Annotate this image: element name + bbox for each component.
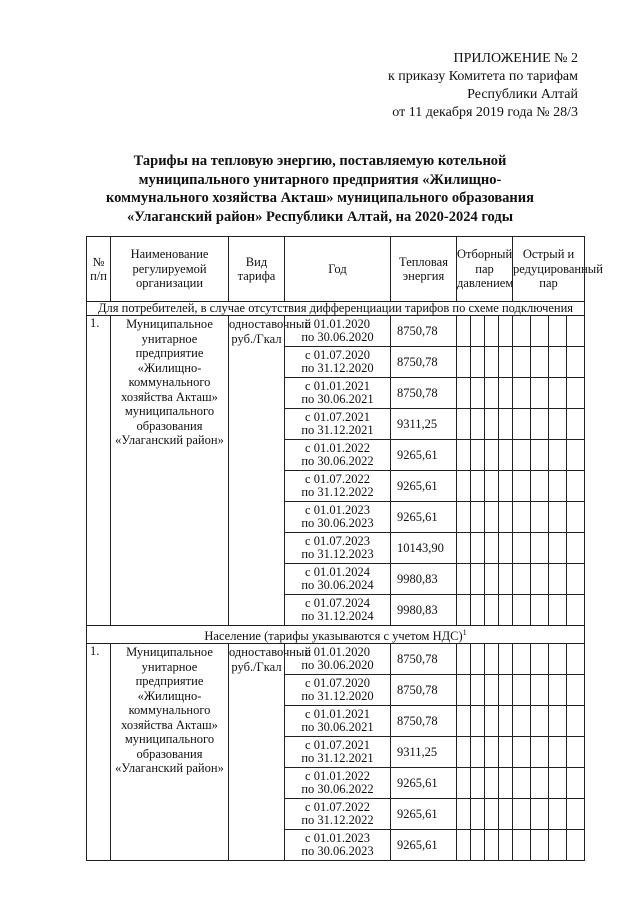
period-to: по 31.12.2022 bbox=[301, 813, 374, 828]
empty-cell bbox=[471, 378, 485, 409]
empty-cell bbox=[485, 409, 499, 440]
empty-cell bbox=[471, 768, 485, 799]
period-to: по 31.12.2024 bbox=[301, 609, 374, 623]
empty-cell bbox=[513, 502, 531, 533]
empty-cell bbox=[457, 675, 471, 706]
period-to: по 30.06.2023 bbox=[301, 516, 374, 530]
empty-cell bbox=[457, 706, 471, 737]
document-title bbox=[60, 152, 580, 226]
empty-cell bbox=[499, 644, 513, 675]
period-cell bbox=[285, 830, 391, 861]
empty-cell bbox=[457, 533, 471, 564]
period-cell bbox=[285, 737, 391, 768]
empty-cell bbox=[471, 675, 485, 706]
period-to: по 31.12.2021 bbox=[301, 751, 374, 766]
empty-cell bbox=[499, 347, 513, 378]
empty-cell bbox=[513, 471, 531, 502]
empty-cell bbox=[485, 830, 499, 861]
empty-cell bbox=[549, 675, 567, 706]
empty-cell bbox=[499, 799, 513, 830]
empty-cell bbox=[485, 502, 499, 533]
period-to: по 31.12.2021 bbox=[301, 423, 374, 437]
empty-cell bbox=[485, 440, 499, 471]
empty-cell bbox=[499, 675, 513, 706]
empty-cell bbox=[471, 409, 485, 440]
empty-cell bbox=[499, 706, 513, 737]
energy-price: 9265,61 bbox=[391, 768, 457, 799]
empty-cell bbox=[471, 737, 485, 768]
period-cell bbox=[285, 347, 391, 378]
empty-cell bbox=[549, 378, 567, 409]
header-acute: Острый и редуцированный пар bbox=[513, 237, 585, 302]
empty-cell bbox=[567, 471, 585, 502]
energy-price: 9980,83 bbox=[391, 564, 457, 595]
empty-cell bbox=[457, 378, 471, 409]
section-row bbox=[87, 626, 585, 644]
empty-cell bbox=[567, 347, 585, 378]
period-cell bbox=[285, 409, 391, 440]
period-from: с 01.01.2020 bbox=[305, 317, 370, 331]
empty-cell bbox=[457, 737, 471, 768]
empty-cell bbox=[471, 316, 485, 347]
empty-cell bbox=[471, 799, 485, 830]
empty-cell bbox=[567, 644, 585, 675]
empty-cell bbox=[499, 409, 513, 440]
section-label: Население (тарифы указываются с учетом НДС) bbox=[204, 629, 463, 644]
period-from: с 01.07.2021 bbox=[305, 738, 370, 753]
empty-cell bbox=[513, 347, 531, 378]
energy-price: 9265,61 bbox=[391, 799, 457, 830]
empty-cell bbox=[499, 378, 513, 409]
empty-cell bbox=[531, 644, 549, 675]
empty-cell bbox=[513, 378, 531, 409]
empty-cell bbox=[499, 768, 513, 799]
empty-cell bbox=[471, 564, 485, 595]
period-from: с 01.07.2022 bbox=[305, 472, 370, 486]
empty-cell bbox=[513, 706, 531, 737]
empty-cell bbox=[499, 316, 513, 347]
empty-cell bbox=[513, 440, 531, 471]
period-from: с 01.07.2020 bbox=[305, 676, 370, 691]
energy-price: 8750,78 bbox=[391, 378, 457, 409]
organization-name: Муниципальное унитарное предприятие «Жилищно-коммунального хозяйства Акташ» муниципального образования «Улаганский район» bbox=[111, 316, 229, 626]
empty-cell bbox=[457, 595, 471, 626]
empty-cell bbox=[531, 768, 549, 799]
energy-price: 9311,25 bbox=[391, 737, 457, 768]
period-to: по 30.06.2022 bbox=[301, 454, 374, 468]
appendix-line: к приказу Комитета по тарифам bbox=[387, 69, 578, 84]
empty-cell bbox=[499, 737, 513, 768]
empty-cell bbox=[549, 595, 567, 626]
appendix-line: ПРИЛОЖЕНИЕ № 2 bbox=[453, 51, 578, 66]
empty-cell bbox=[513, 675, 531, 706]
empty-cell bbox=[567, 440, 585, 471]
period-to: по 30.06.2023 bbox=[301, 844, 374, 859]
empty-cell bbox=[549, 830, 567, 861]
energy-price: 9265,61 bbox=[391, 471, 457, 502]
table-row bbox=[87, 316, 585, 347]
empty-cell bbox=[531, 675, 549, 706]
empty-cell bbox=[485, 737, 499, 768]
header-energy: Тепловая энергия bbox=[391, 237, 457, 302]
period-to: по 30.06.2024 bbox=[301, 578, 374, 592]
energy-price: 9265,61 bbox=[391, 830, 457, 861]
empty-cell bbox=[471, 533, 485, 564]
empty-cell bbox=[499, 471, 513, 502]
empty-cell bbox=[549, 644, 567, 675]
period-cell bbox=[285, 564, 391, 595]
period-cell bbox=[285, 799, 391, 830]
energy-price: 9980,83 bbox=[391, 595, 457, 626]
empty-cell bbox=[531, 830, 549, 861]
empty-cell bbox=[499, 533, 513, 564]
period-cell bbox=[285, 378, 391, 409]
period-cell bbox=[285, 768, 391, 799]
empty-cell bbox=[549, 440, 567, 471]
period-cell bbox=[285, 595, 391, 626]
row-number: 1. bbox=[87, 644, 111, 861]
empty-cell bbox=[549, 533, 567, 564]
empty-cell bbox=[457, 830, 471, 861]
period-to: по 30.06.2020 bbox=[301, 658, 374, 673]
energy-price: 8750,78 bbox=[391, 316, 457, 347]
tariff-table bbox=[86, 236, 603, 861]
empty-cell bbox=[549, 347, 567, 378]
empty-cell bbox=[567, 533, 585, 564]
empty-cell bbox=[513, 737, 531, 768]
empty-cell bbox=[485, 316, 499, 347]
empty-cell bbox=[457, 799, 471, 830]
period-from: с 01.07.2023 bbox=[305, 534, 370, 548]
empty-cell bbox=[513, 533, 531, 564]
title-line: Тарифы на тепловую энергию, поставляемую котельной bbox=[133, 153, 507, 169]
empty-cell bbox=[499, 502, 513, 533]
period-from: с 01.01.2021 bbox=[305, 379, 370, 393]
tariff-kind: одноставочный руб./Гкал bbox=[229, 644, 285, 861]
section-row bbox=[87, 302, 585, 316]
empty-cell bbox=[513, 595, 531, 626]
title-line: коммунального хозяйства Акташ» муниципального образования bbox=[106, 190, 534, 206]
period-to: по 31.12.2020 bbox=[301, 361, 374, 375]
empty-cell bbox=[549, 471, 567, 502]
empty-cell bbox=[531, 347, 549, 378]
header-steam: Отборный пар давлением bbox=[457, 237, 513, 302]
period-to: по 31.12.2020 bbox=[301, 689, 374, 704]
period-to: по 30.06.2021 bbox=[301, 392, 374, 406]
period-to: по 30.06.2022 bbox=[301, 782, 374, 797]
empty-cell bbox=[485, 706, 499, 737]
empty-cell bbox=[485, 675, 499, 706]
period-from: с 01.01.2024 bbox=[305, 565, 370, 579]
empty-cell bbox=[485, 799, 499, 830]
energy-price: 9265,61 bbox=[391, 440, 457, 471]
empty-cell bbox=[531, 502, 549, 533]
period-to: по 30.06.2020 bbox=[301, 330, 374, 344]
empty-cell bbox=[513, 564, 531, 595]
organization-name: Муниципальное унитарное предприятие «Жилищно-коммунального хозяйства Акташ» муниципального образования «Улаганский район» bbox=[111, 644, 229, 861]
appendix-line: от 11 декабря 2019 года № 28/3 bbox=[392, 105, 578, 120]
section-label: Для потребителей, в случае отсутствия дифференциации тарифов по схеме подключения bbox=[98, 301, 574, 315]
period-from: с 01.07.2020 bbox=[305, 348, 370, 362]
energy-price: 9265,61 bbox=[391, 502, 457, 533]
empty-cell bbox=[513, 644, 531, 675]
empty-cell bbox=[513, 316, 531, 347]
empty-cell bbox=[485, 347, 499, 378]
empty-cell bbox=[499, 830, 513, 861]
period-from: с 01.01.2021 bbox=[305, 707, 370, 722]
empty-cell bbox=[471, 471, 485, 502]
section-title bbox=[87, 302, 585, 316]
period-from: с 01.01.2023 bbox=[305, 831, 370, 846]
empty-cell bbox=[549, 737, 567, 768]
period-cell bbox=[285, 533, 391, 564]
empty-cell bbox=[531, 533, 549, 564]
empty-cell bbox=[567, 830, 585, 861]
empty-cell bbox=[457, 502, 471, 533]
empty-cell bbox=[471, 706, 485, 737]
empty-cell bbox=[567, 564, 585, 595]
empty-cell bbox=[457, 347, 471, 378]
period-from: с 01.01.2020 bbox=[305, 645, 370, 660]
empty-cell bbox=[471, 502, 485, 533]
empty-cell bbox=[471, 595, 485, 626]
empty-cell bbox=[567, 799, 585, 830]
period-cell bbox=[285, 502, 391, 533]
empty-cell bbox=[499, 564, 513, 595]
empty-cell bbox=[457, 768, 471, 799]
empty-cell bbox=[499, 595, 513, 626]
energy-price: 10143,90 bbox=[391, 533, 457, 564]
header-kind: Вид тарифа bbox=[229, 237, 285, 302]
header-year: Год bbox=[285, 237, 391, 302]
empty-cell bbox=[471, 830, 485, 861]
empty-cell bbox=[457, 564, 471, 595]
empty-cell bbox=[457, 644, 471, 675]
section-title bbox=[87, 626, 585, 644]
row-number: 1. bbox=[87, 316, 111, 626]
empty-cell bbox=[485, 595, 499, 626]
empty-cell bbox=[531, 564, 549, 595]
empty-cell bbox=[531, 799, 549, 830]
period-from: с 01.01.2022 bbox=[305, 769, 370, 784]
energy-price: 9311,25 bbox=[391, 409, 457, 440]
appendix-line: Республики Алтай bbox=[467, 87, 578, 102]
empty-cell bbox=[531, 409, 549, 440]
empty-cell bbox=[531, 595, 549, 626]
period-cell bbox=[285, 471, 391, 502]
empty-cell bbox=[485, 644, 499, 675]
empty-cell bbox=[549, 799, 567, 830]
empty-cell bbox=[513, 409, 531, 440]
empty-cell bbox=[531, 471, 549, 502]
period-from: с 01.07.2021 bbox=[305, 410, 370, 424]
empty-cell bbox=[567, 316, 585, 347]
header-num: № п/п bbox=[87, 237, 111, 302]
footnote-mark: 1 bbox=[462, 628, 467, 637]
period-to: по 31.12.2022 bbox=[301, 485, 374, 499]
empty-cell bbox=[567, 502, 585, 533]
empty-cell bbox=[531, 706, 549, 737]
title-line: «Улаганский район» Республики Алтай, на 2020-2024 годы bbox=[126, 208, 514, 225]
period-cell bbox=[285, 440, 391, 471]
energy-price: 8750,78 bbox=[391, 675, 457, 706]
empty-cell bbox=[567, 737, 585, 768]
empty-cell bbox=[513, 768, 531, 799]
empty-cell bbox=[549, 564, 567, 595]
empty-cell bbox=[567, 768, 585, 799]
period-cell bbox=[285, 675, 391, 706]
empty-cell bbox=[457, 471, 471, 502]
empty-cell bbox=[567, 378, 585, 409]
empty-cell bbox=[457, 409, 471, 440]
empty-cell bbox=[485, 378, 499, 409]
empty-cell bbox=[457, 440, 471, 471]
period-from: с 01.07.2022 bbox=[305, 800, 370, 815]
appendix-header bbox=[388, 50, 578, 122]
empty-cell bbox=[471, 644, 485, 675]
empty-cell bbox=[513, 830, 531, 861]
empty-cell bbox=[485, 471, 499, 502]
empty-cell bbox=[471, 347, 485, 378]
empty-cell bbox=[531, 378, 549, 409]
period-from: с 01.01.2023 bbox=[305, 503, 370, 517]
empty-cell bbox=[485, 768, 499, 799]
empty-cell bbox=[485, 564, 499, 595]
period-from: с 01.07.2024 bbox=[305, 596, 370, 610]
empty-cell bbox=[567, 409, 585, 440]
title-line: муниципального унитарного предприятия «Жилищно- bbox=[138, 171, 502, 188]
empty-cell bbox=[567, 675, 585, 706]
energy-price: 8750,78 bbox=[391, 706, 457, 737]
empty-cell bbox=[499, 440, 513, 471]
empty-cell bbox=[549, 502, 567, 533]
empty-cell bbox=[531, 316, 549, 347]
empty-cell bbox=[531, 440, 549, 471]
period-to: по 30.06.2021 bbox=[301, 720, 374, 735]
empty-cell bbox=[471, 440, 485, 471]
empty-cell bbox=[485, 533, 499, 564]
empty-cell bbox=[549, 706, 567, 737]
empty-cell bbox=[549, 768, 567, 799]
period-to: по 31.12.2023 bbox=[301, 547, 374, 561]
header-org: Наименование регулируемой организации bbox=[111, 237, 229, 302]
period-from: с 01.01.2022 bbox=[305, 441, 370, 455]
period-cell bbox=[285, 706, 391, 737]
energy-price: 8750,78 bbox=[391, 347, 457, 378]
empty-cell bbox=[531, 737, 549, 768]
empty-cell bbox=[567, 595, 585, 626]
empty-cell bbox=[549, 409, 567, 440]
empty-cell bbox=[567, 706, 585, 737]
empty-cell bbox=[513, 799, 531, 830]
empty-cell bbox=[549, 316, 567, 347]
tariff-kind: одноставочный руб./Гкал bbox=[229, 316, 285, 626]
energy-price: 8750,78 bbox=[391, 644, 457, 675]
empty-cell bbox=[457, 316, 471, 347]
table-row bbox=[87, 644, 585, 675]
